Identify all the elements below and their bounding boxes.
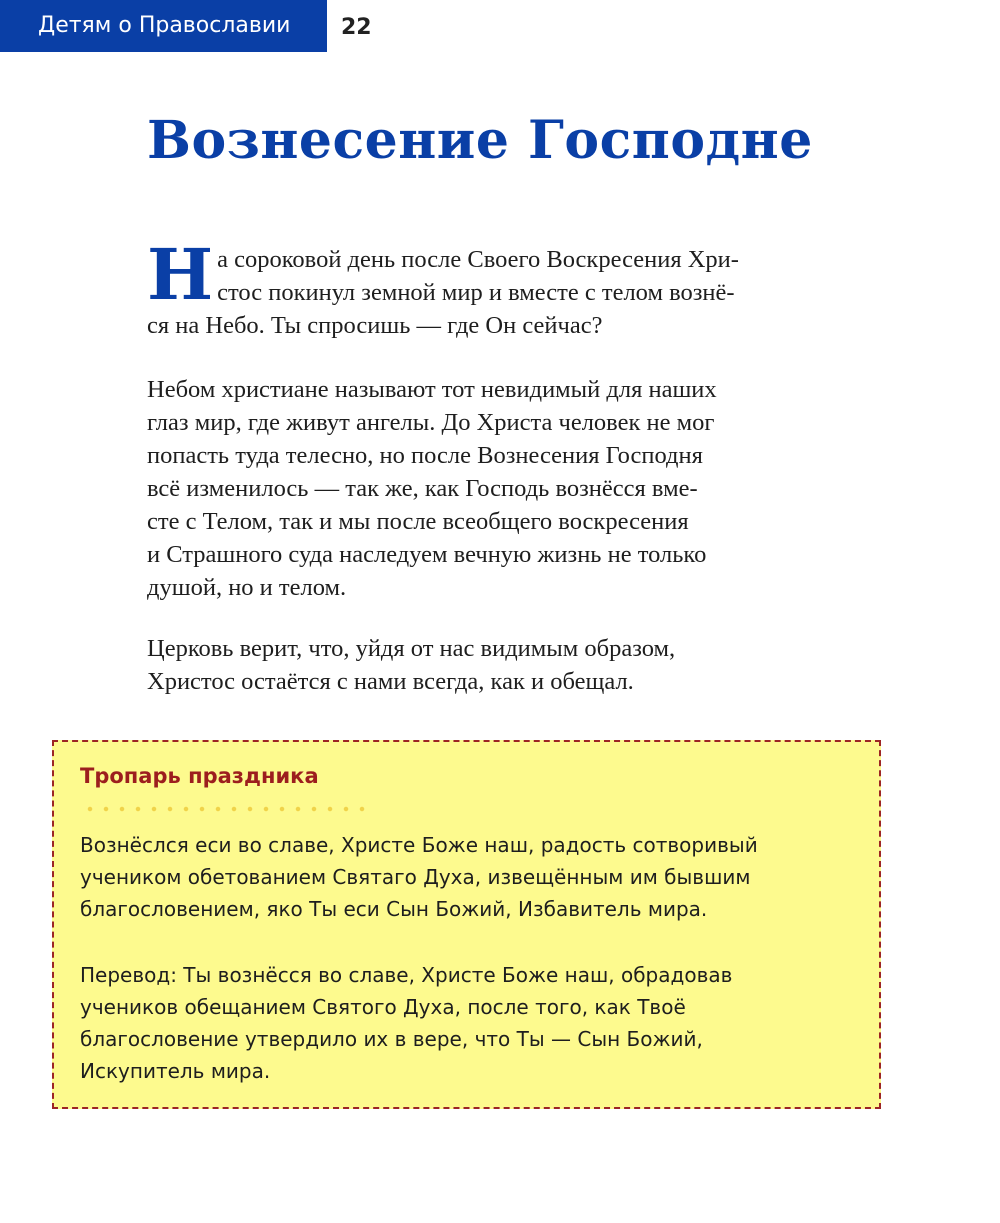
text-line: Перевод: Ты вознёсся во славе, Христе Боже наш, обрадовав	[80, 963, 733, 987]
troparion-text	[80, 829, 860, 925]
page-number: 22	[341, 15, 372, 40]
text-line: глаз мир, где живут ангелы. До Христа человек не мог	[147, 409, 715, 436]
text-line: благословением, яко Ты еси Сын Божий, Избавитель мира.	[80, 897, 708, 921]
text-line: Искупитель мира.	[80, 1059, 271, 1083]
text-line: попасть туда телесно, но после Вознесения Господня	[147, 442, 703, 469]
text-line: Христос остаётся с нами всегда, как и обещал.	[147, 668, 634, 695]
text-line: учеников обещанием Святого Духа, после того, как Твоё	[80, 995, 686, 1019]
drop-cap: Н	[147, 233, 214, 316]
book-title: Детям о Православии	[38, 13, 291, 38]
text-line: и Страшного суда наследуем вечную жизнь не только	[147, 541, 707, 568]
text-line: всё изменилось — так же, как Господь вознёсся вме-	[147, 475, 698, 502]
text-line: сте с Телом, так и мы после всеобщего воскресения	[147, 508, 689, 535]
dotted-divider	[82, 806, 372, 812]
text-line: Церковь верит, что, уйдя от нас видимым образом,	[147, 635, 676, 662]
article-paragraph-2	[147, 373, 887, 604]
text-line: ся на Небо. Ты спросишь — где Он сейчас?	[147, 312, 603, 339]
text-line: душой, но и телом.	[147, 574, 347, 601]
text-line: а сороковой день после Своего Воскресения Хри-	[217, 246, 739, 273]
text-line: Вознёслся еси во славе, Христе Боже наш, радость сотворивый	[80, 833, 758, 857]
text-line: Небом христиане называют тот невидимый для наших	[147, 376, 717, 403]
troparion-translation	[80, 959, 860, 1087]
troparion-box	[52, 740, 881, 1109]
text-line: учеником обетованием Святаго Духа, извещённым им бывшим	[80, 865, 751, 889]
page-title: Вознесение Господне	[147, 110, 813, 171]
book-title-tab	[0, 0, 327, 52]
troparion-heading: Тропарь праздника	[80, 764, 319, 788]
text-line: благословение утвердило их в вере, что Ты — Сын Божий,	[80, 1027, 703, 1051]
article-paragraph-3	[147, 632, 887, 698]
text-line: стос покинул земной мир и вместе с телом вознё-	[217, 279, 735, 306]
article-paragraph-1	[147, 233, 887, 342]
